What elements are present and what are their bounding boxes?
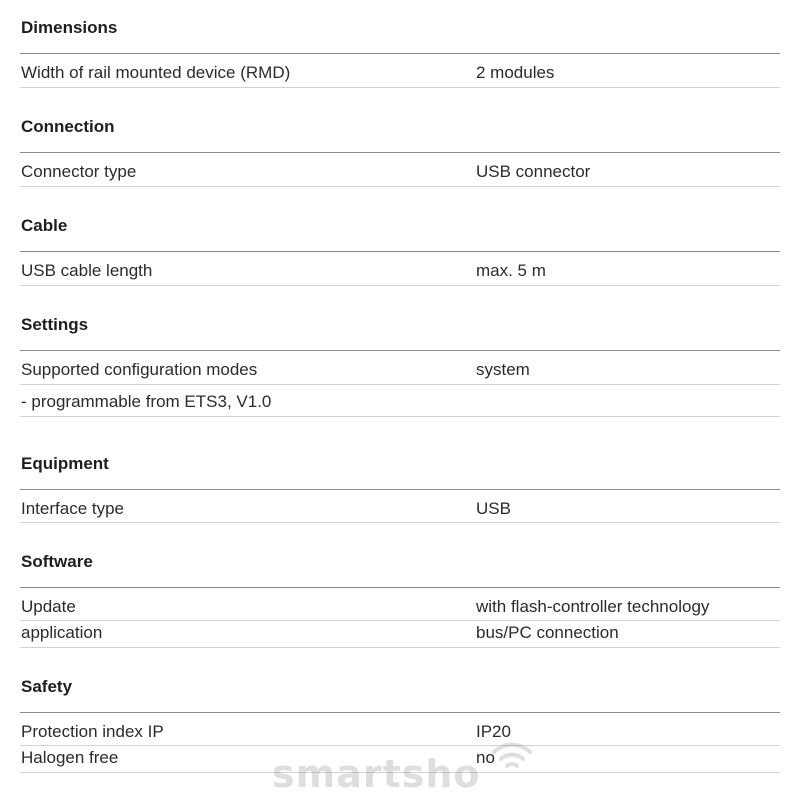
row-divider — [20, 87, 780, 88]
row-divider — [20, 384, 780, 385]
section-divider — [20, 489, 780, 490]
spec-value: system — [476, 360, 530, 379]
spec-label: Connector type — [21, 162, 137, 181]
spec-label: application — [21, 623, 103, 642]
row-divider — [20, 647, 780, 648]
spec-value: USB — [476, 499, 511, 518]
watermark-logo: smartsho — [272, 752, 481, 796]
spec-label: - programmable from ETS3, V1.0 — [21, 392, 272, 411]
spec-label: Update — [21, 597, 76, 616]
section-divider — [20, 587, 780, 588]
section-divider — [20, 53, 780, 54]
section-divider — [20, 152, 780, 153]
row-divider — [20, 186, 780, 187]
section-heading-equipment: Equipment — [21, 454, 109, 473]
section-heading-settings: Settings — [21, 315, 89, 334]
spec-label: Halogen free — [21, 748, 119, 767]
section-heading-cable: Cable — [21, 216, 68, 235]
spec-label: Width of rail mounted device (RMD) — [21, 63, 291, 82]
row-divider — [20, 416, 780, 417]
spec-label: USB cable length — [21, 261, 153, 280]
row-divider — [20, 285, 780, 286]
row-divider — [20, 620, 780, 621]
section-heading-connection: Connection — [21, 117, 115, 136]
spec-value: with flash-controller technology — [476, 597, 710, 616]
spec-value: bus/PC connection — [476, 623, 619, 642]
section-heading-dimensions: Dimensions — [21, 18, 118, 37]
wifi-signal-icon — [488, 738, 536, 778]
section-heading-safety: Safety — [21, 677, 73, 696]
spec-value: USB connector — [476, 162, 591, 181]
spec-label: Supported configuration modes — [21, 360, 258, 379]
section-divider — [20, 251, 780, 252]
spec-value: max. 5 m — [476, 261, 546, 280]
spec-value: no — [476, 748, 495, 767]
spec-value: IP20 — [476, 722, 511, 741]
spec-label: Interface type — [21, 499, 125, 518]
spec-label: Protection index IP — [21, 722, 164, 741]
section-divider — [20, 350, 780, 351]
row-divider — [20, 522, 780, 523]
row-divider — [20, 745, 780, 746]
section-divider — [20, 712, 780, 713]
section-heading-software: Software — [21, 552, 93, 571]
spec-value: 2 modules — [476, 63, 555, 82]
